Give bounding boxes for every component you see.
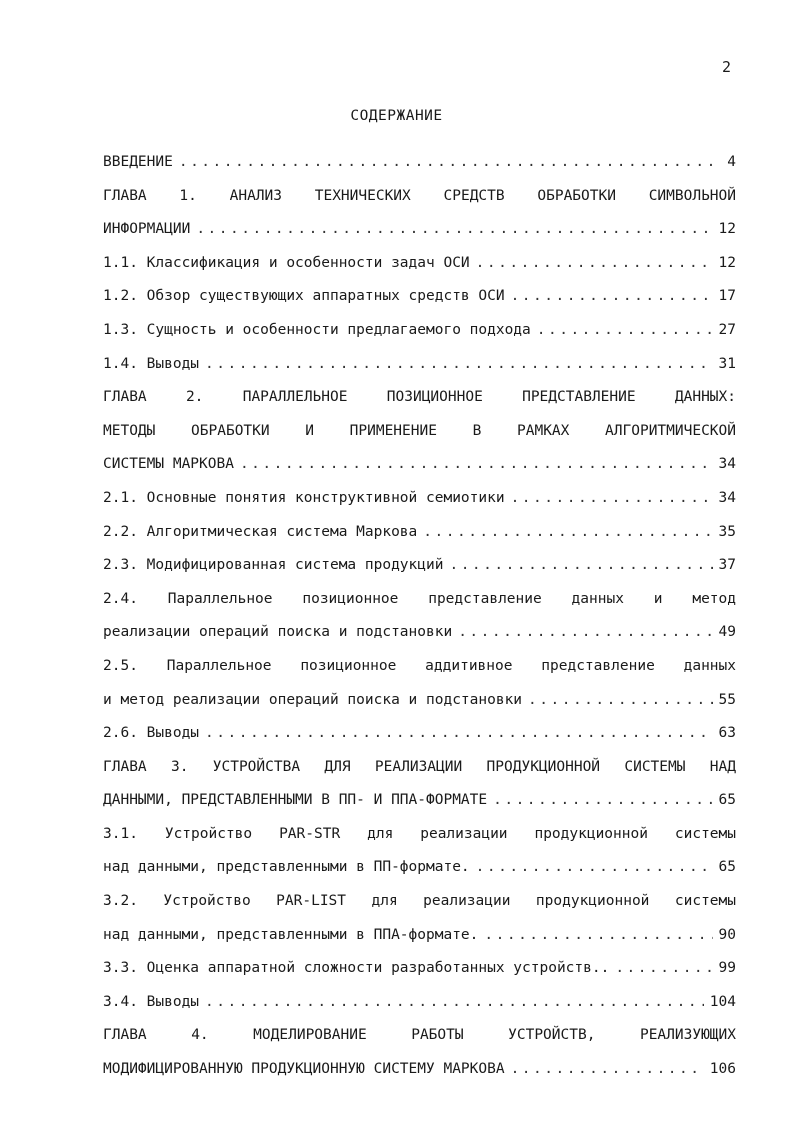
toc-line xyxy=(103,448,736,482)
toc-line xyxy=(103,919,736,953)
toc-entry-text: ИНФОРМАЦИИ xyxy=(103,221,191,238)
toc-page-number: 27 xyxy=(718,321,736,338)
toc-line: ГЛАВА 4. МОДЕЛИРОВАНИЕ РАБОТЫ УСТРОЙСТВ, РЕАЛИЗУЮЩИХ xyxy=(103,1027,736,1044)
toc-page-number: 34 xyxy=(718,456,736,473)
page-title: СОДЕРЖАНИЕ xyxy=(350,108,443,124)
toc-entry-text: 3.3. Оценка аппаратной сложности разработанных устройств.. xyxy=(103,960,610,977)
dot-leader xyxy=(205,348,713,382)
toc-page-number: 37 xyxy=(718,557,736,574)
toc-line: ГЛАВА 1. АНАЛИЗ ТЕХНИЧЕСКИХ СРЕДСТВ ОБРАБОТКИ СИМВОЛЬНОЙ xyxy=(103,187,736,204)
toc-line: ГЛАВА 3. УСТРОЙСТВА ДЛЯ РЕАЛИЗАЦИИ ПРОДУКЦИОННОЙ СИСТЕМЫ НАД xyxy=(103,758,736,775)
toc-entry-text: МОДИФИЦИРОВАННУЮ ПРОДУКЦИОННУЮ СИСТЕМУ МАРКОВА xyxy=(103,1061,505,1078)
toc-line xyxy=(103,784,736,818)
toc-entry-text: 2.6. Выводы xyxy=(103,725,200,742)
toc-entry-text: 2.3. Модифицированная система продукций xyxy=(103,557,444,574)
toc-entry-text: ДАННЫМИ, ПРЕДСТАВЛЕННЫМИ В ПП- И ППА-ФОРМАТЕ xyxy=(103,792,488,809)
toc-entry-text: ВВЕДЕНИЕ xyxy=(103,154,173,170)
toc-line: 2.5. Параллельное позиционное аддитивное представление данных xyxy=(103,657,736,674)
toc-page-number: 90 xyxy=(718,926,736,943)
toc-entry-text: над данными, представленными в ППА-формате. xyxy=(103,926,479,943)
toc-entry-text: реализации операций поиска и подстановки xyxy=(103,624,453,641)
toc-page-number: 65 xyxy=(718,792,736,809)
dot-leader xyxy=(205,986,704,1020)
toc-line xyxy=(103,986,736,1020)
dot-leader xyxy=(511,482,713,516)
toc-line: 2.4. Параллельное позиционное представление данных и метод xyxy=(103,590,736,607)
dot-leader xyxy=(449,549,712,583)
dot-leader xyxy=(528,684,713,718)
toc-page-number: 65 xyxy=(718,859,736,876)
toc-page-number: 12 xyxy=(718,221,736,238)
toc-entry-text: 2.1. Основные понятия конструктивной семиотики xyxy=(103,489,505,506)
toc-line xyxy=(103,213,736,247)
toc-page-number: 35 xyxy=(718,523,736,540)
dot-leader xyxy=(537,314,713,348)
toc-line xyxy=(103,314,736,348)
toc-page-number: 34 xyxy=(718,489,736,506)
toc-page-number: 49 xyxy=(718,624,736,641)
toc-entry-text: 1.2. Обзор существующих аппаратных средств ОСИ xyxy=(103,288,505,305)
toc-line xyxy=(103,348,736,382)
toc-page-number: 4 xyxy=(727,154,736,170)
toc-line xyxy=(103,516,736,550)
dot-leader xyxy=(511,280,713,314)
toc-line: ГЛАВА 2. ПАРАЛЛЕЛЬНОЕ ПОЗИЦИОННОЕ ПРЕДСТАВЛЕНИЕ ДАННЫХ: xyxy=(103,389,736,406)
toc-line xyxy=(103,952,736,986)
toc-entry-text: 1.1. Классификация и особенности задач ОСИ xyxy=(103,254,470,271)
toc-page-number: 12 xyxy=(718,254,736,271)
toc-line xyxy=(103,247,736,281)
toc-page-number: 106 xyxy=(709,1061,736,1078)
toc-line xyxy=(103,616,736,650)
toc-entry-text: 2.2. Алгоритмическая система Маркова xyxy=(103,523,418,540)
toc-line: 3.2. Устройство PAR-LIST для реализации продукционной системы xyxy=(103,893,736,910)
toc-line xyxy=(103,851,736,885)
toc-entry-text: и метод реализации операций поиска и подстановки xyxy=(103,691,523,708)
toc-page-number: 17 xyxy=(718,288,736,305)
dot-leader xyxy=(511,1053,704,1087)
dot-leader xyxy=(423,516,712,550)
toc-page-number: 104 xyxy=(709,993,736,1010)
toc-page-number: 55 xyxy=(718,691,736,708)
toc-line xyxy=(103,1053,736,1087)
toc-line xyxy=(103,717,736,751)
toc-page-number: 31 xyxy=(718,355,736,372)
dot-leader xyxy=(179,146,721,180)
toc-line xyxy=(103,482,736,516)
toc-entry-text: 1.3. Сущность и особенности предлагаемого подхода xyxy=(103,321,531,338)
toc-line: МЕТОДЫ ОБРАБОТКИ И ПРИМЕНЕНИЕ В РАМКАХ АЛГОРИТМИЧЕСКОЙ xyxy=(103,422,736,439)
dot-leader xyxy=(484,919,712,953)
toc-entry-text: над данными, представленными в ПП-формате. xyxy=(103,859,470,876)
dot-leader xyxy=(476,247,713,281)
toc-line xyxy=(103,280,736,314)
toc-page-number: 99 xyxy=(718,960,736,977)
toc-line: 3.1. Устройство PAR-STR для реализации продукционной системы xyxy=(103,825,736,842)
dot-leader xyxy=(240,448,713,482)
table-of-contents xyxy=(103,146,736,1087)
toc-line xyxy=(103,684,736,718)
toc-page-number: 63 xyxy=(718,725,736,742)
toc-line xyxy=(103,146,736,180)
dot-leader xyxy=(615,952,712,986)
toc-entry-text: 1.4. Выводы xyxy=(103,355,200,372)
page-number: 2 xyxy=(722,58,732,76)
dot-leader xyxy=(493,784,712,818)
toc-line xyxy=(103,549,736,583)
dot-leader xyxy=(205,717,713,751)
dot-leader xyxy=(476,851,713,885)
dot-leader xyxy=(458,616,712,650)
dot-leader xyxy=(196,213,712,247)
toc-entry-text: СИСТЕМЫ МАРКОВА xyxy=(103,456,234,473)
toc-entry-text: 3.4. Выводы xyxy=(103,993,200,1010)
